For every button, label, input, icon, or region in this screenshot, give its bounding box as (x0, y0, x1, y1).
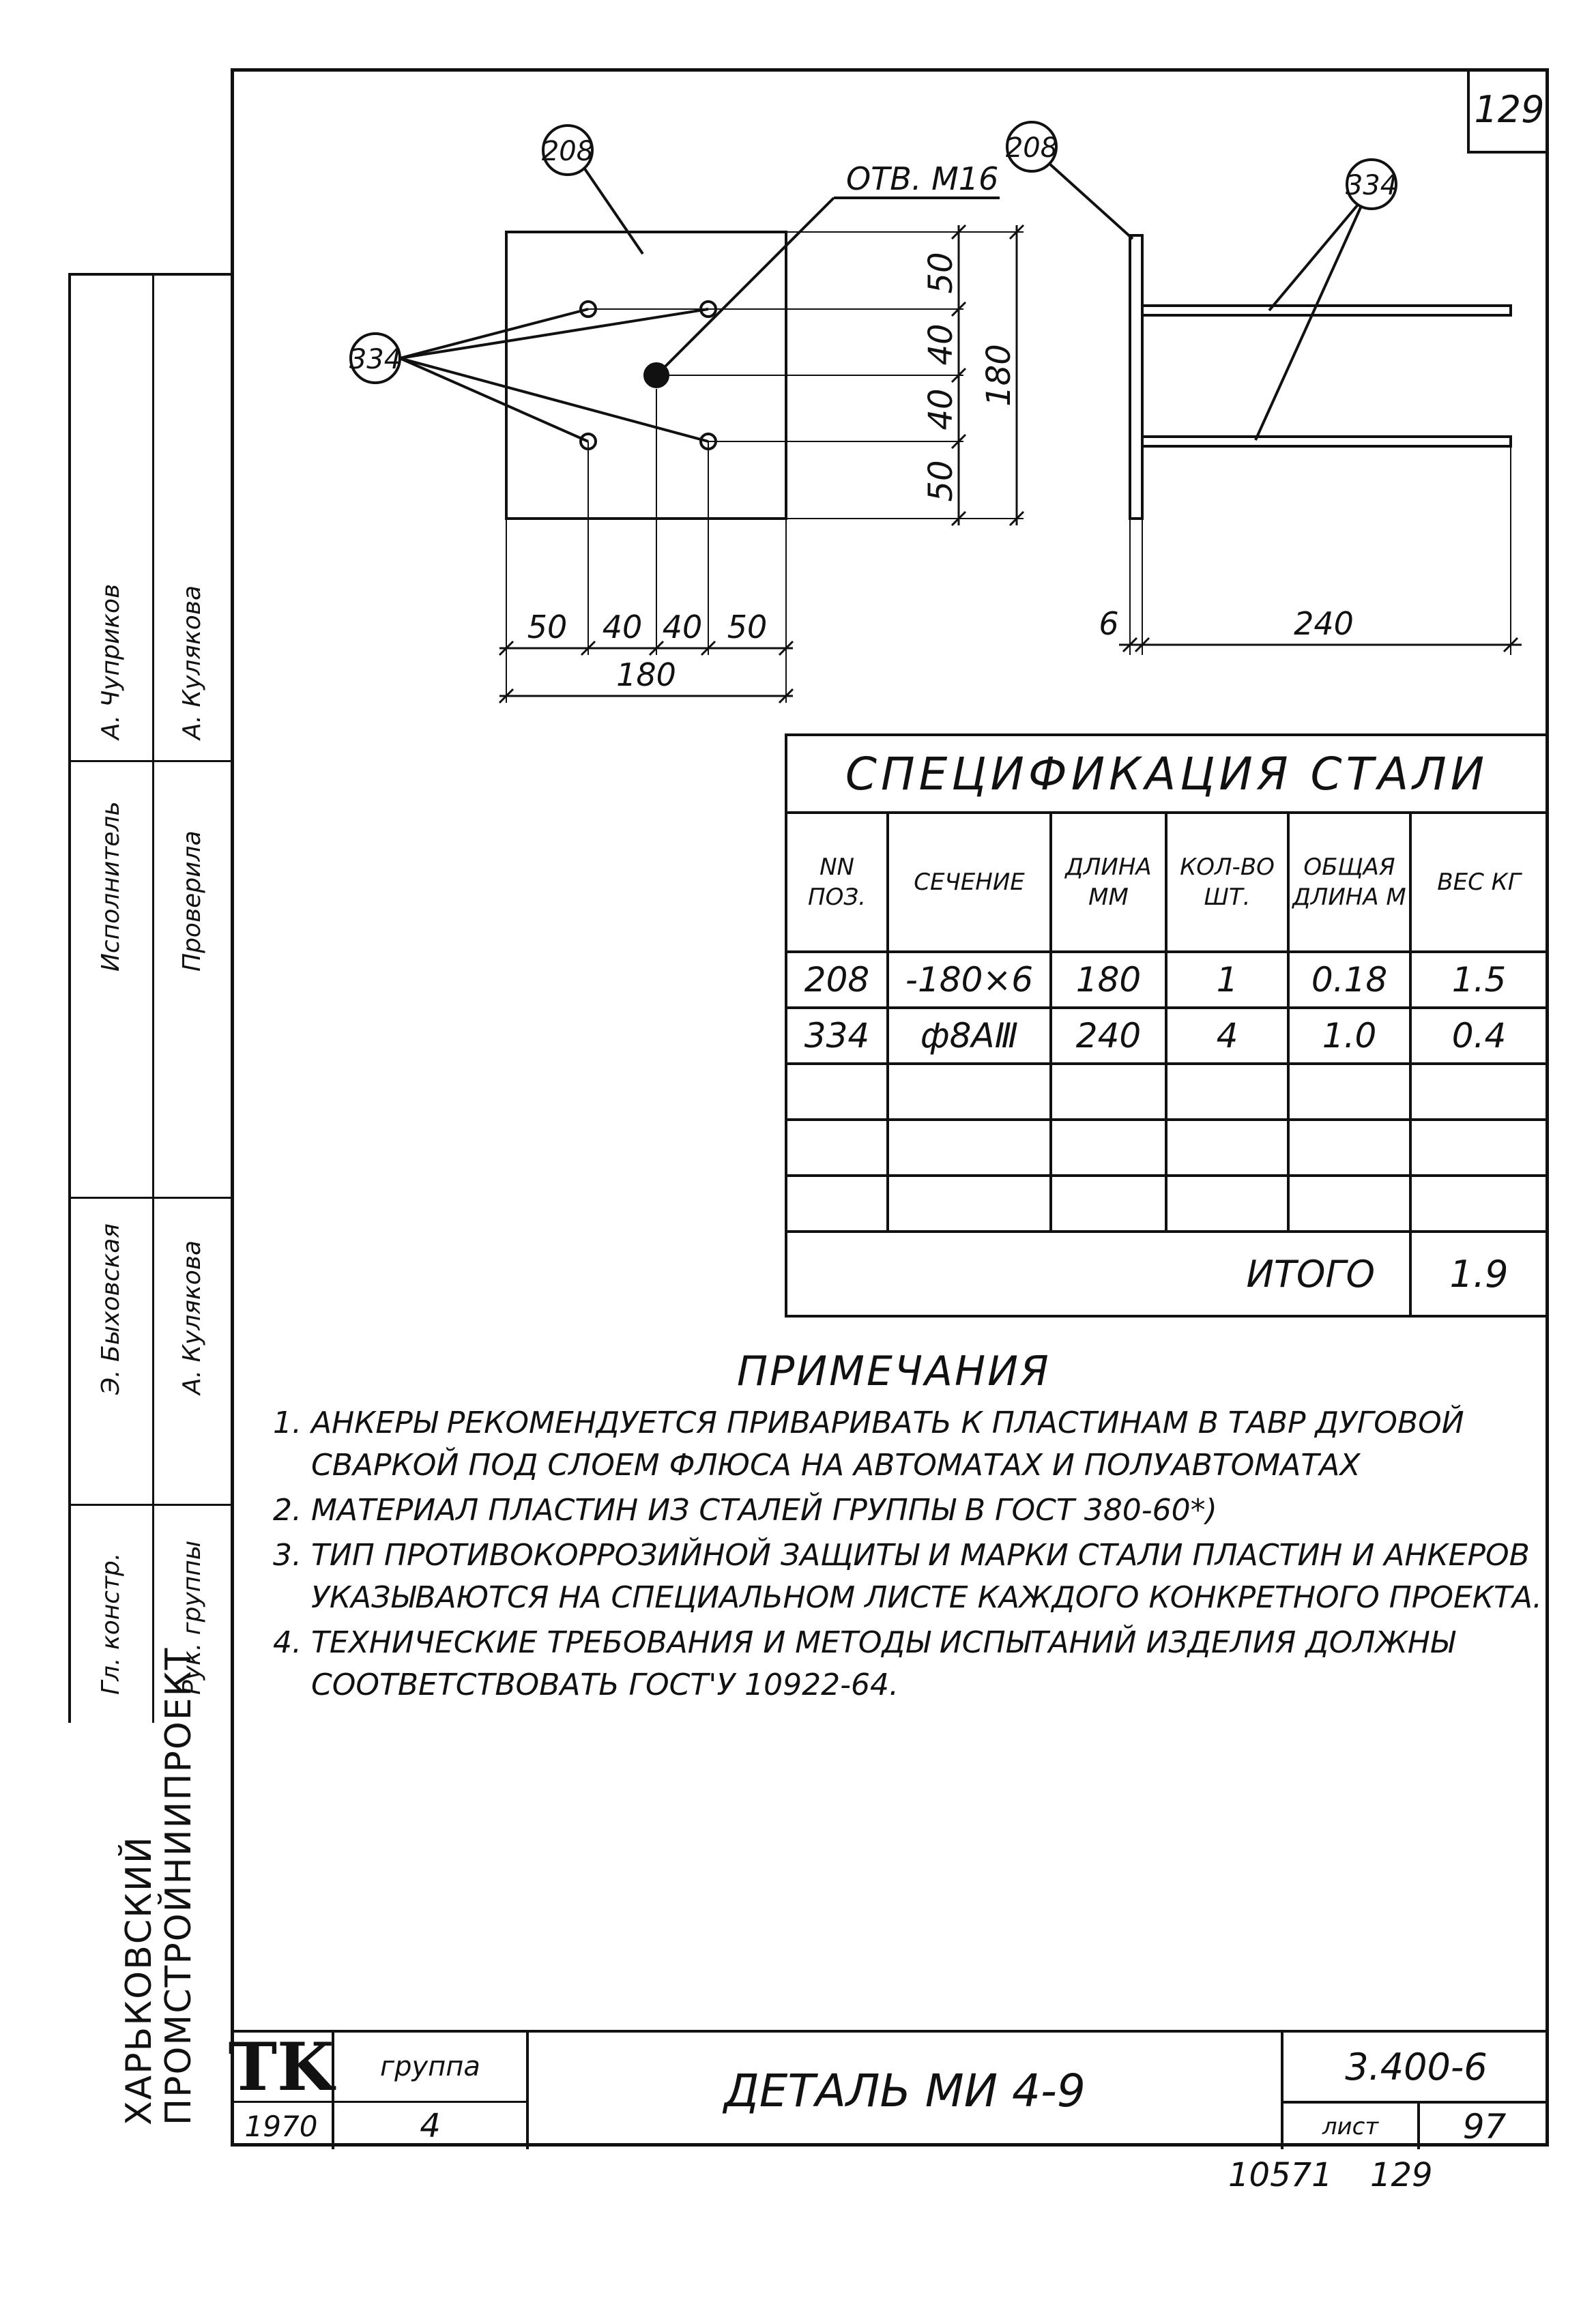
anchor-side-bottom (1142, 437, 1511, 446)
callout-anchor-334-side: 334 (1345, 170, 1398, 201)
dim-v-4: 50 (922, 460, 960, 502)
note-number: 3. (273, 1538, 302, 1573)
callout-anchor-334: 334 (349, 344, 402, 375)
notes-list (273, 1402, 1549, 1709)
spec-cell (888, 1064, 1051, 1120)
spec-cell (1166, 1176, 1288, 1232)
spec-cell (786, 1064, 888, 1120)
note-item (273, 1402, 1549, 1487)
spec-cell (1051, 1176, 1166, 1232)
spec-cell (1166, 1120, 1288, 1176)
organization-line: ХАРЬКОВСКИЙ (119, 1835, 160, 2125)
approval-role: Исполнитель (97, 801, 125, 972)
year: 1970 (231, 2101, 332, 2149)
note-number: 4. (273, 1625, 302, 1660)
spec-total-value: 1.9 (1410, 1232, 1548, 1316)
dim-side-thickness: 6 (1099, 605, 1119, 642)
table-row (786, 1176, 1548, 1232)
organization-name (119, 1647, 199, 2125)
spec-table-title: СПЕЦИФИКАЦИЯ СТАЛИ (786, 735, 1548, 813)
spec-cell (1410, 1064, 1548, 1120)
group-value: 4 (332, 2101, 526, 2149)
spec-cell (888, 1176, 1051, 1232)
spec-cell: 334 (786, 1008, 888, 1064)
approval-role: Гл. констр. (97, 1552, 125, 1695)
plate-side-view (1130, 235, 1142, 519)
spec-header: КОЛ-ВО ШТ. (1166, 813, 1288, 952)
callout-hole: ОТВ. М16 (846, 160, 999, 197)
spec-cell (1288, 1176, 1410, 1232)
note-text: АНКЕРЫ РЕКОМЕНДУЕТСЯ ПРИВАРИВАТЬ К ПЛАСТИНАМ В ТАВР ДУГОВОЙ СВАРКОЙ ПОД СЛОЕМ ФЛЮСА НА АВТОМАТАХ И ПОЛУАВТОМАТАХ (311, 1406, 1464, 1483)
callout-plate-208-side: 208 (1005, 132, 1058, 164)
steel-spec-table (785, 733, 1549, 1318)
table-row (786, 1120, 1548, 1176)
spec-cell: 180 (1051, 952, 1166, 1008)
spec-header: ДЛИНА ММ (1051, 813, 1166, 952)
note-text: МАТЕРИАЛ ПЛАСТИН ИЗ СТАЛЕЙ ГРУППЫ В ГОСТ 380-60*) (311, 1493, 1217, 1528)
callout-plate-208: 208 (541, 136, 594, 167)
approval-name: А. Кулякова (178, 585, 206, 740)
table-row (786, 952, 1548, 1008)
dim-v-total: 180 (980, 344, 1018, 407)
spec-header: ОБЩАЯ ДЛИНА М (1288, 813, 1410, 952)
notes-title: ПРИМЕЧАНИЯ (737, 1348, 1051, 1395)
spec-cell: 0.4 (1410, 1008, 1548, 1064)
spec-cell (1051, 1120, 1166, 1176)
spec-cell (1051, 1064, 1166, 1120)
approval-role: Рук. группы (178, 1540, 206, 1695)
spec-cell (1410, 1176, 1548, 1232)
approval-strip (68, 273, 231, 1723)
spec-cell: 4 (1166, 1008, 1288, 1064)
note-number: 2. (273, 1493, 302, 1528)
approval-name: А. Чуприков (97, 583, 125, 740)
document-number: 3.400-6 (1345, 2045, 1488, 2089)
spec-header: NN ПОЗ. (786, 813, 888, 952)
spec-cell (1410, 1120, 1548, 1176)
dim-h-3: 40 (662, 609, 703, 645)
strip-divider (71, 760, 233, 762)
tk-logo: TK (228, 2028, 334, 2106)
spec-cell: ф8АⅢ (888, 1008, 1051, 1064)
note-item (273, 1489, 1549, 1532)
spec-total-label: ИТОГО (786, 1232, 1410, 1316)
dim-v-1: 50 (922, 252, 960, 294)
dim-h-total: 180 (616, 656, 676, 693)
spec-total-row (786, 1232, 1548, 1316)
spec-cell (1166, 1064, 1288, 1120)
note-item (273, 1622, 1549, 1706)
title-block (228, 2028, 1549, 2147)
strip-divider (71, 1504, 233, 1506)
strip-divider (71, 1197, 233, 1199)
spec-cell: 0.18 (1288, 952, 1410, 1008)
sheet-label: лист (1283, 2101, 1420, 2149)
sheet-number: 97 (1420, 2101, 1549, 2149)
spec-cell (786, 1120, 888, 1176)
approval-role: Проверила (178, 830, 206, 972)
organization-line: ПРОМСТРОЙНИИПРОЕКТ (158, 1646, 199, 2125)
sheet-top-number: 129 (1467, 68, 1549, 154)
detail-title: ДЕТАЛЬ МИ 4-9 (526, 2033, 1283, 2149)
spec-cell: 1 (1166, 952, 1288, 1008)
spec-cell: 240 (1051, 1008, 1166, 1064)
spec-cell (1288, 1064, 1410, 1120)
note-item (273, 1534, 1549, 1619)
dim-h-2: 40 (602, 609, 643, 645)
anchor-side-top (1142, 306, 1511, 315)
dim-h-1: 50 (527, 609, 568, 645)
note-text: ТИП ПРОТИВОКОРРОЗИЙНОЙ ЗАЩИТЫ И МАРКИ СТАЛИ ПЛАСТИН И АНКЕРОВ УКАЗЫВАЮТСЯ НА СПЕЦИАЛЬНОМ ЛИСТЕ КАЖДОГО КОНКРЕТНОГО ПРОЕКТА. (311, 1538, 1542, 1615)
table-row (786, 1008, 1548, 1064)
note-text: ТЕХНИЧЕСКИЕ ТРЕБОВАНИЯ И МЕТОДЫ ИСПЫТАНИЙ ИЗДЕЛИЯ ДОЛЖНЫ СООТВЕТСТВОВАТЬ ГОСТ'У 10922-64. (311, 1625, 1455, 1702)
spec-cell (1288, 1120, 1410, 1176)
spec-cell (888, 1120, 1051, 1176)
dim-side-length: 240 (1294, 605, 1354, 642)
technical-drawing (0, 0, 1596, 723)
spec-cell: 1.5 (1410, 952, 1548, 1008)
note-number: 1. (273, 1406, 302, 1440)
spec-header: СЕЧЕНИЕ (888, 813, 1051, 952)
spec-header: ВЕС КГ (1410, 813, 1548, 952)
dim-v-2: 40 (922, 323, 960, 366)
spec-cell (786, 1176, 888, 1232)
spec-cell: 208 (786, 952, 888, 1008)
group-label: группа (332, 2033, 526, 2101)
approval-name: А. Кулякова (178, 1240, 206, 1395)
dim-h-4: 50 (727, 609, 768, 645)
bottom-numbers: 10571 129 (1228, 2156, 1433, 2194)
spec-cell: 1.0 (1288, 1008, 1410, 1064)
spec-cell: -180×6 (888, 952, 1051, 1008)
approval-name: Э. Быховская (97, 1223, 125, 1395)
table-row (786, 1064, 1548, 1120)
dim-v-3: 40 (922, 388, 960, 431)
